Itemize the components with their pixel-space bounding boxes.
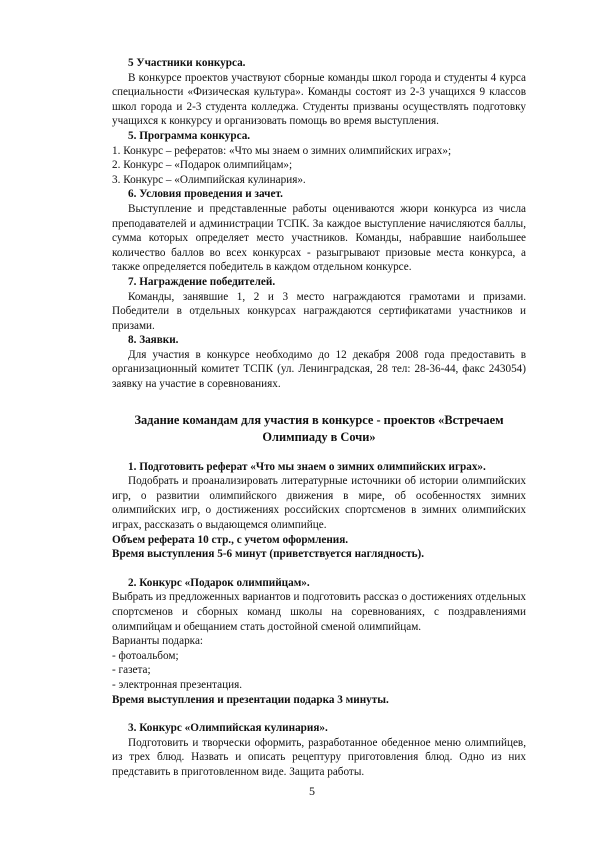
task1-time: Время выступления 5-6 минут (приветствуется наглядность). <box>112 548 425 561</box>
section-applications-heading: 8. Заявки. <box>128 334 179 347</box>
task2-variant: - электронная презентация. <box>112 678 243 691</box>
task3-heading: 3. Конкурс «Олимпийская кулинария». <box>128 722 328 735</box>
program-item: 2. Конкурс – «Подарок олимпийцам»; <box>112 159 293 172</box>
section-participants-text: В конкурсе проектов участвуют сборные команды школ города и студенты 4 курса специальности «Физическая культура». Команды состоят из 2-3 учащихся 9 классов школ города и 2-3 студента колледжа. Студенты призваны осуществлять подготовку учащихся к конкурсу и организовать помощь во время выступления. <box>112 71 526 128</box>
page-number: 5 <box>309 784 315 798</box>
task1-heading: 1. Подготовить реферат «Что мы знаем о зимних олимпийских играх». <box>128 460 486 473</box>
task3-text: Подготовить и творчески оформить, разработанное обеденное меню олимпийцев, из трех блюд. Назвать и описать рецептуру приготовления блюд. Одно из них представить в приготовленном виде. Защита работы. <box>112 736 526 778</box>
task1-text: Подобрать и проанализировать литературные источники об истории олимпийских игр, о развитии олимпийского движения в мире, об особенностях зимних олимпийских игр, о достижениях российских спортсменов в зимних олимпийских играх, рассказать о выдающемся олимпийце. <box>112 475 526 532</box>
section-conditions-text: Выступление и представленные работы оцениваются жюри конкурса из числа преподавателей и администрации ТСПК. За каждое выступление начисляются баллы, сумма которых определяет место участников. Команды, набравшие наибольшее количество баллов во всех конкурсах - разыгрывают призовые места конкурса, а также определяется победитель в каждом отдельном конкурсе. <box>112 202 526 274</box>
task1-volume: Объем реферата 10 стр., с учетом оформления. <box>112 533 349 546</box>
task2-variants-label: Варианты подарка: <box>112 635 204 648</box>
task2-variant: - газета; <box>112 664 151 677</box>
task2-variant: - фотоальбом; <box>112 649 179 662</box>
section-applications-text: Для участия в конкурсе необходимо до 12 декабря 2008 года предоставить в организационный комитет ТСПК (ул. Ленинградская, 28 тел: 28-36-44, факс 243054) заявку на участие в соревнованиях. <box>112 348 526 391</box>
page-content <box>112 56 526 780</box>
task2-time: Время выступления и презентации подарка 3 минуты. <box>112 693 389 706</box>
task2-heading: 2. Конкурс «Подарок олимпийцам». <box>128 576 310 589</box>
task2-text: Выбрать из предложенных вариантов и подготовить рассказ о достижениях отдельных спортсменов и сборных команд школы на соревнованиях, с поздравлениями олимпийцам и обещанием стать достойной сменой олимпийцам. <box>112 591 526 633</box>
program-item: 1. Конкурс – рефератов: «Что мы знаем о зимних олимпийских играх»; <box>112 144 452 157</box>
section-awards-text: Команды, занявшие 1, 2 и 3 место награждаются грамотами и призами. Победители в отдельных конкурсах награждаются сертификатами участников и призами. <box>112 290 526 332</box>
tasks-title-line2: Олимпиаду в Сочи» <box>262 429 376 444</box>
section-program-heading: 5. Программа конкурса. <box>128 129 251 142</box>
section-awards-heading: 7. Награждение победителей. <box>128 275 276 288</box>
tasks-title-line1: Задание командам для участия в конкурсе - проектов «Встречаем <box>134 412 504 427</box>
section-participants-heading: 5 Участники конкурса. <box>128 57 246 69</box>
program-item: 3. Конкурс – «Олимпийская кулинария». <box>112 173 306 186</box>
section-conditions-heading: 6. Условия проведения и зачет. <box>128 188 283 201</box>
